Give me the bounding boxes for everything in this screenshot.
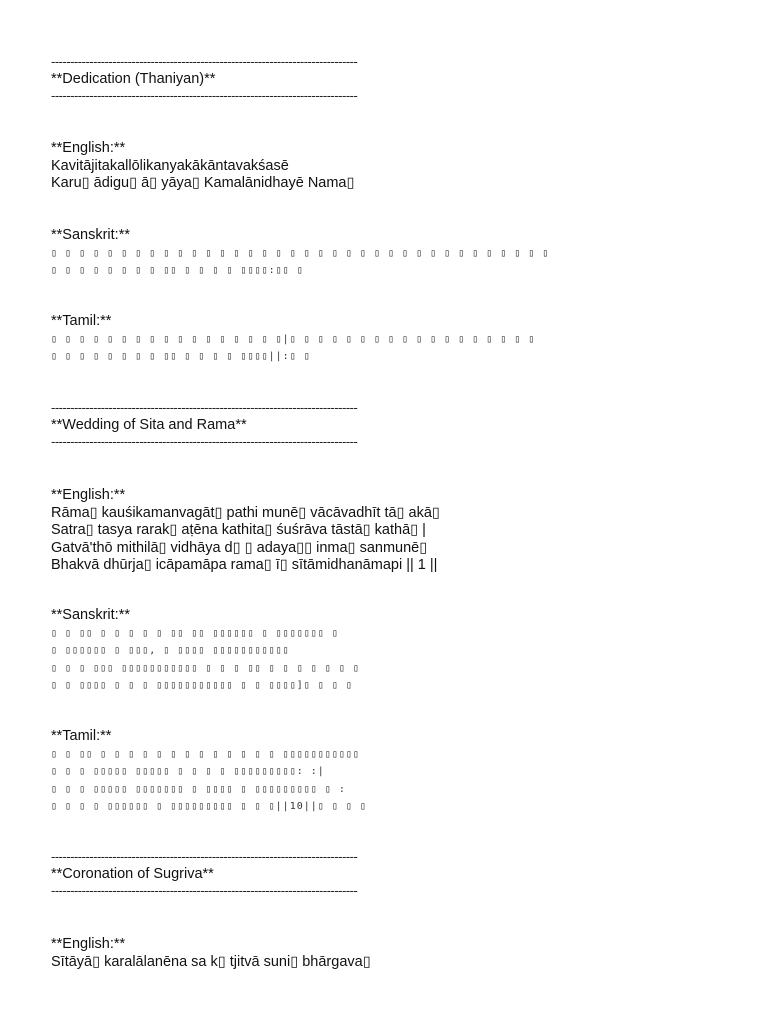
wedding-tamil [51,728,367,816]
divider-rule: -------------------------------------------------------------------------------- [51,55,358,69]
sanskrit-label: **Sanskrit:** [51,607,130,623]
divider-rule: -------------------------------------------------------------------------------- [51,401,358,415]
verse-line: ▯ ▯ ▯ ▯ ▯ ▯ ▯ ▯ ▯ ▯ ▯ ▯ ▯ ▯ ▯ ▯ ▯|▯ ▯ ▯ ▯ ▯ ▯ ▯ ▯ ▯ ▯ ▯ ▯ ▯ ▯ ▯ ▯ ▯ ▯ [51,333,536,345]
dedication-sanskrit [51,227,549,280]
dedication-section [51,55,396,103]
verse-line: ▯ ▯ ▯ ▯ ▯▯▯▯▯▯ ▯ ▯▯▯▯▯▯▯▯▯ ▯ ▯ ▯||10||▯ ▯ ▯ ▯ [51,801,367,812]
section-heading-coronation: **Coronation of Sugriva** [51,866,214,882]
english-label: **English:** [51,936,126,952]
tamil-label: **Tamil:** [51,313,112,329]
section-heading-wedding: **Wedding of Sita and Rama** [51,417,247,433]
section-heading-dedication: **Dedication (Thaniyan)** [51,71,216,87]
coronation-english [51,936,371,971]
verse-line: ▯ ▯ ▯ ▯ ▯ ▯ ▯ ▯ ▯ ▯ ▯ ▯ ▯ ▯ ▯ ▯ ▯ ▯ ▯ ▯ ▯ ▯ ▯ ▯ ▯ ▯ ▯ ▯ ▯ ▯ ▯ ▯ ▯ ▯ ▯ ▯ [51,247,550,259]
verse-line: ▯ ▯ ▯▯ ▯ ▯ ▯ ▯ ▯ ▯▯ ▯▯ ▯▯▯▯▯▯ ▯ ▯▯▯▯▯▯▯ ▯ [51,627,339,639]
divider-rule: -------------------------------------------------------------------------------- [51,434,358,449]
verse-line: Karu▯ ādigu▯ ā▯ yāya▯ Kamalānidhayē Nama▯ [51,175,355,191]
verse-line: ▯ ▯ ▯ ▯ ▯ ▯ ▯ ▯ ▯▯ ▯ ▯ ▯ ▯ ▯▯▯▯:▯▯ ▯ [51,265,304,276]
verse-line: Kavitājitakallōlikanyakākāntavakśasē [51,157,289,174]
wedding-section [51,401,396,449]
verse-line: Rāma▯ kauśikamanvagāt▯ pathi munē▯ vācāvadhīt tā▯ akā▯ [51,504,440,521]
verse-line: ▯ ▯ ▯ ▯▯▯▯▯ ▯▯▯▯▯ ▯ ▯ ▯ ▯ ▯▯▯▯▯▯▯▯▯: :| [51,766,325,777]
english-label: **English:** [51,140,126,156]
divider-rule: -------------------------------------------------------------------------------- [51,88,358,103]
verse-line: ▯ ▯ ▯▯ ▯ ▯ ▯ ▯ ▯ ▯ ▯ ▯ ▯ ▯ ▯ ▯ ▯ ▯▯▯▯▯▯▯▯▯▯▯ [51,748,360,760]
verse-line: Sītāyā▯ karalālanēna sa k▯ tjitvā suni▯ bhārgava▯ [51,953,371,970]
dedication-english [51,140,354,193]
verse-line: ▯ ▯ ▯ ▯ ▯ ▯ ▯ ▯ ▯▯ ▯ ▯ ▯ ▯ ▯▯▯▯||:▯ ▯ [51,351,311,362]
english-label: **English:** [51,487,126,503]
sanskrit-label: **Sanskrit:** [51,227,130,243]
verse-line: Gatvā'thō mithilā▯ vidhāya d▯ ▯ adaya▯▯ inma▯ sanmunē▯ [51,539,428,556]
verse-line: ▯ ▯ ▯ ▯▯▯▯▯ ▯▯▯▯▯▯▯ ▯ ▯▯▯▯ ▯ ▯▯▯▯▯▯▯▯▯ ▯ : [51,783,346,795]
verse-line: Satra▯ tasya rarak▯ aṭēna kathita▯ śuśrāva tāstā▯ kathā▯ | [51,522,426,538]
wedding-sanskrit [51,607,360,695]
wedding-english [51,487,440,575]
verse-line: Bhakvā dhūrja▯ icāpamāpa rama▯ ī▯ sītāmidhanāmapi || 1 || [51,557,438,573]
divider-rule: -------------------------------------------------------------------------------- [51,883,358,898]
dedication-tamil [51,313,535,366]
divider-rule: -------------------------------------------------------------------------------- [51,850,358,864]
verse-line: ▯ ▯ ▯ ▯▯▯ ▯▯▯▯▯▯▯▯▯▯▯ ▯ ▯ ▯ ▯▯ ▯ ▯ ▯ ▯ ▯ ▯ ▯ [51,662,360,674]
tamil-label: **Tamil:** [51,728,112,744]
verse-line: ▯ ▯ ▯▯▯▯ ▯ ▯ ▯ ▯▯▯▯▯▯▯▯▯▯▯ ▯ ▯ ▯▯▯▯]▯ ▯ ▯ ▯ [51,680,353,691]
verse-line: ▯ ▯▯▯▯▯▯ ▯ ▯▯▯, ▯ ▯▯▯▯ ▯▯▯▯▯▯▯▯▯▯▯ [51,645,290,656]
coronation-section [51,850,396,898]
